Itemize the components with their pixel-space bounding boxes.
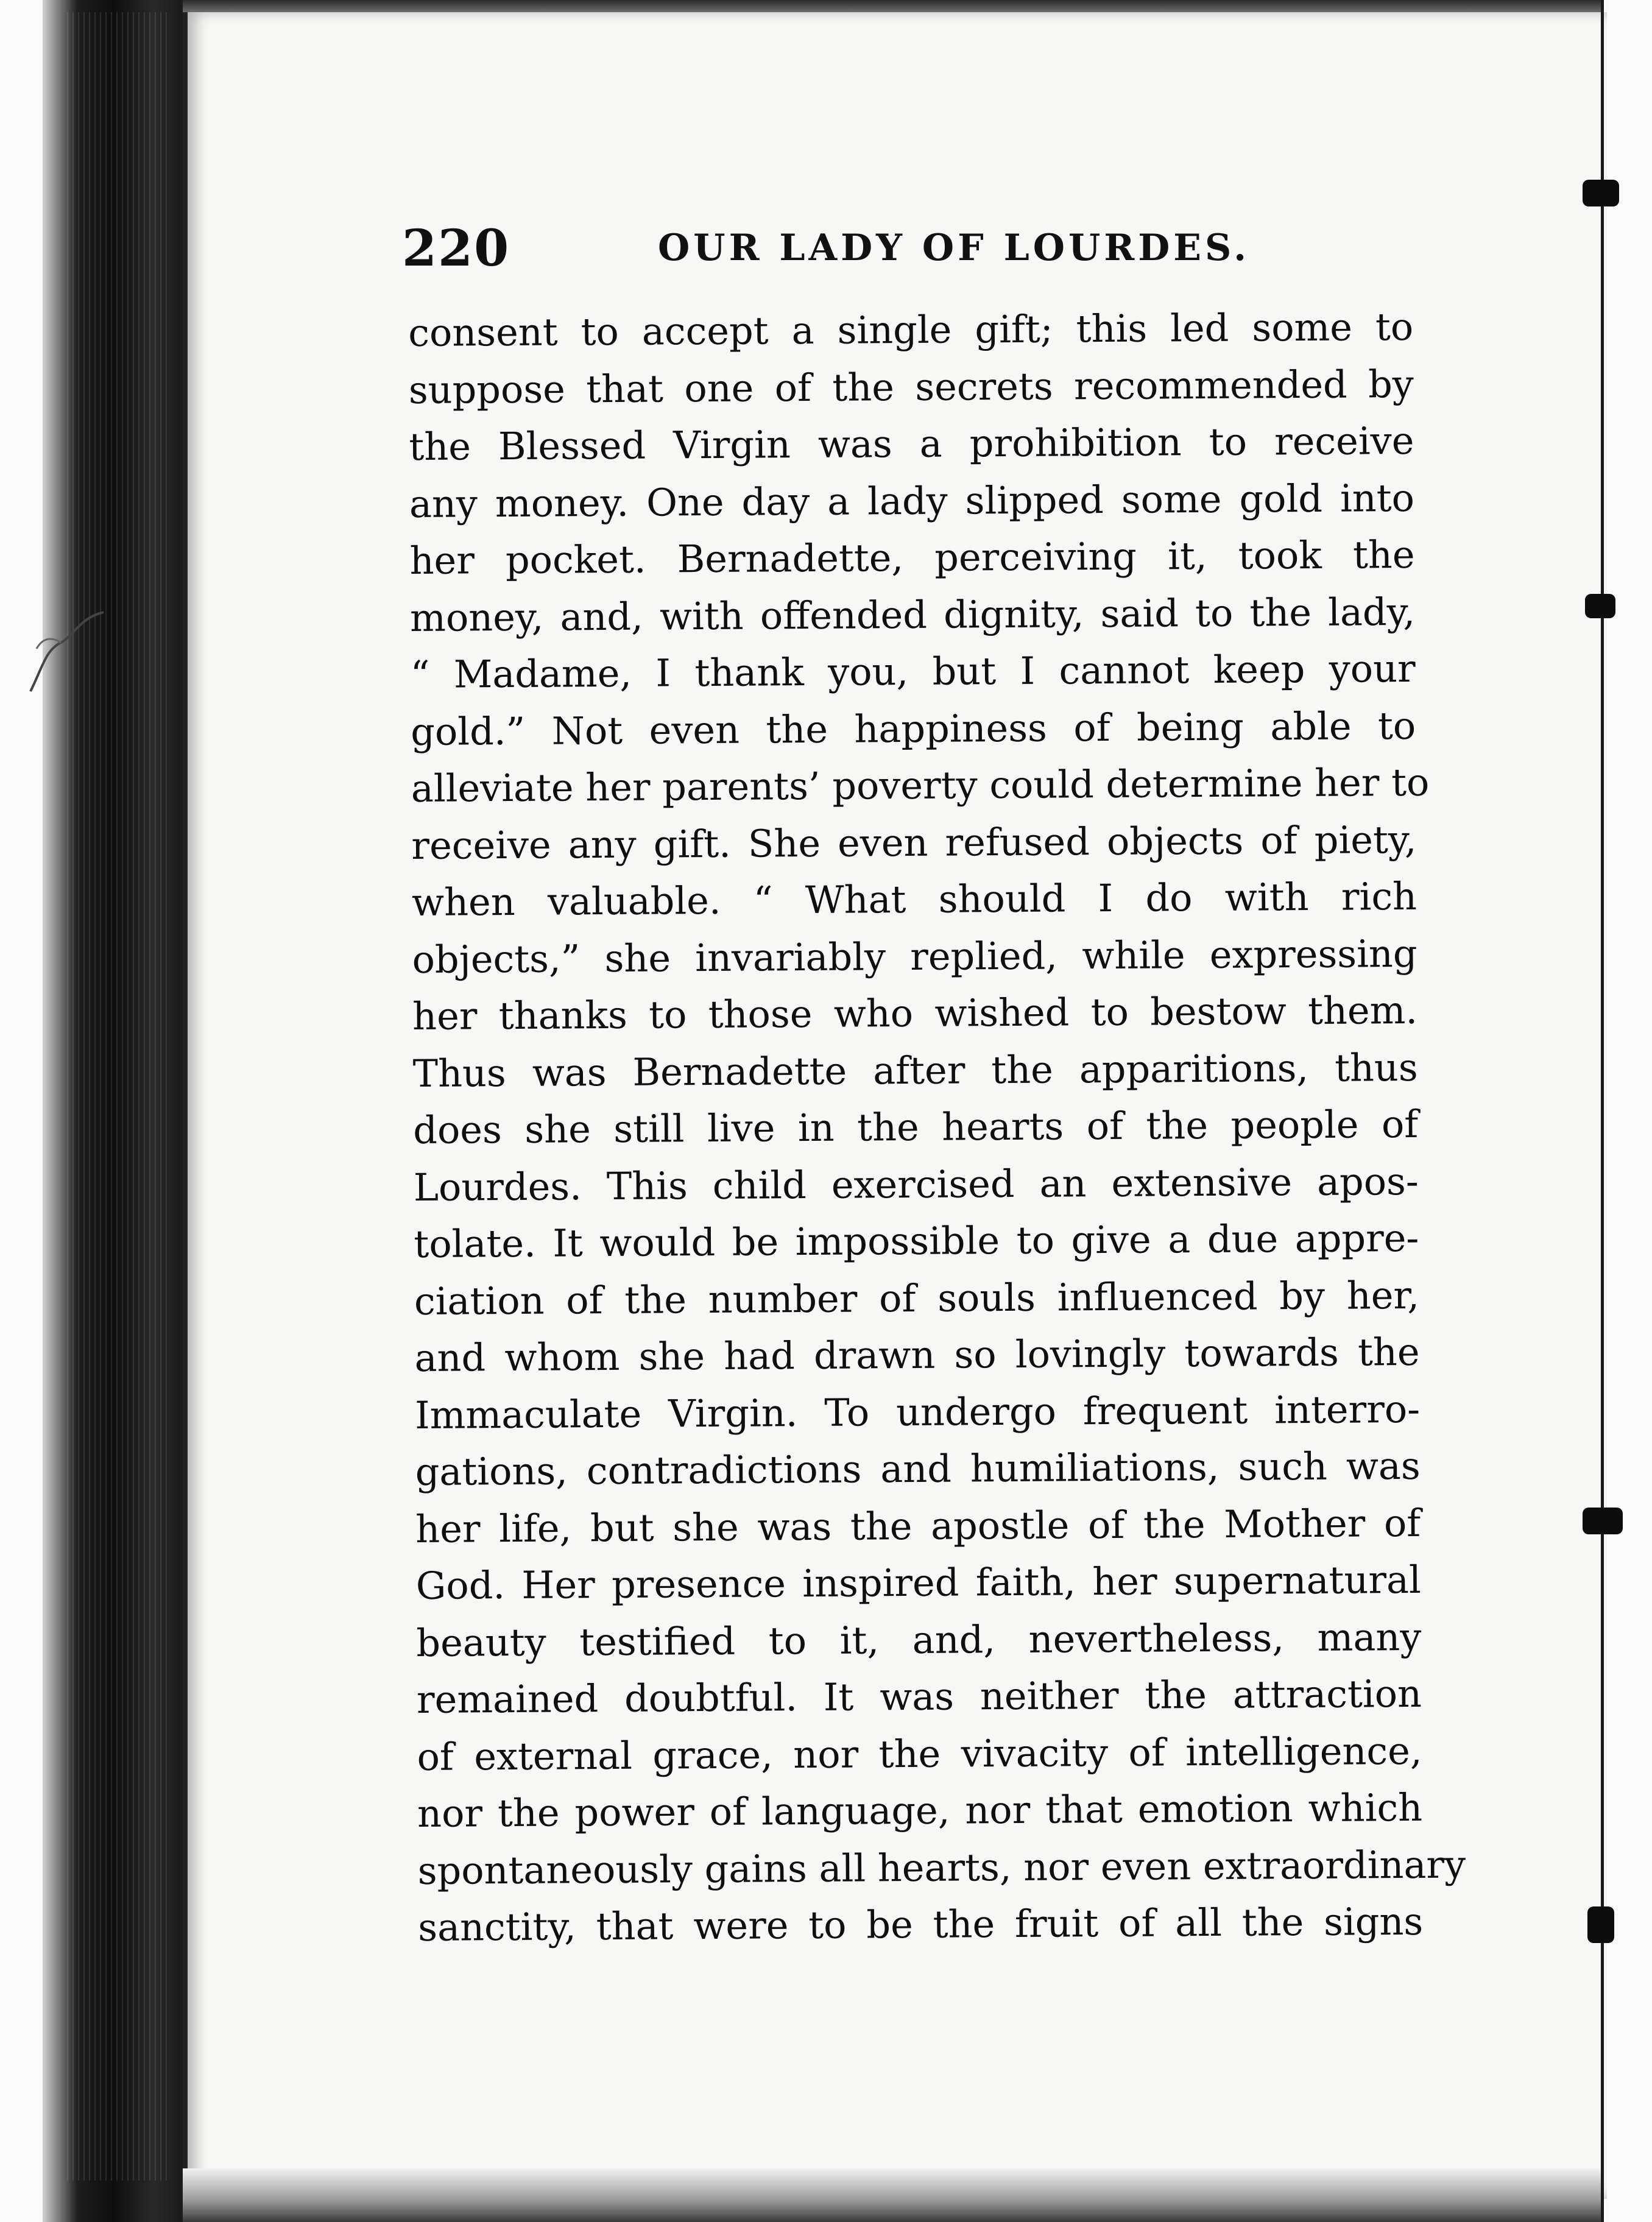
text-line: any money. One day a lady slipped some gold into	[409, 475, 1415, 526]
text-line: does she still live in the hearts of the people of	[413, 1101, 1419, 1152]
text-line: the Blessed Virgin was a prohibition to receive	[409, 418, 1414, 469]
binding-tab-1	[1583, 180, 1619, 206]
text-line: remained doubtful. It was neither the attraction	[416, 1671, 1422, 1722]
text-line: gold.” Not even the happiness of being able to	[411, 703, 1416, 754]
text-line: Immaculate Virgin. To undergo frequent interro-	[414, 1386, 1421, 1437]
text-line: her life, but she was the apostle of the Mother of	[415, 1500, 1421, 1551]
text-line: God. Her presence inspired faith, her supernatural	[415, 1557, 1422, 1608]
text-line: alleviate her parents’ poverty could determine her to	[411, 760, 1430, 811]
body-text	[408, 298, 1466, 1956]
text-line: spontaneously gains all hearts, nor even extraordinary	[417, 1841, 1466, 1893]
text-line: of external grace, nor the vivacity of intelligence,	[417, 1728, 1422, 1779]
text-line: Thus was Bernadette after the apparitions, thus	[412, 1045, 1418, 1096]
binding-tab-4	[1587, 1906, 1614, 1943]
page-edge-stripes	[67, 12, 171, 2181]
text-line: Lourdes. This child exercised an extensive apos-	[413, 1159, 1419, 1210]
binding-tab-3	[1583, 1508, 1623, 1534]
page-number: 220	[402, 219, 510, 278]
text-line: gations, contradictions and humiliations, such was	[415, 1443, 1421, 1494]
text-line: nor the power of language, nor that emotion which	[417, 1785, 1423, 1836]
right-margin-line	[1601, 0, 1604, 2222]
text-line: sanctity, that were to be the fruit of all the signs	[418, 1899, 1424, 1950]
text-line: suppose that one of the secrets recommended by	[408, 361, 1414, 412]
text-line: consent to accept a single gift; this led some to	[408, 304, 1414, 355]
running-head: OUR LADY OF LOURDES.	[658, 227, 1251, 269]
text-line: receive any gift. She even refused objects of piety,	[411, 817, 1417, 868]
text-line: tolate. It would be impossible to give a due appre-	[414, 1215, 1419, 1266]
text-line: money, and, with offended dignity, said to the lady,	[409, 589, 1416, 640]
text-line: ciation of the number of souls influenced by her,	[414, 1272, 1420, 1324]
text-line: when valuable. “ What should I do with rich	[411, 873, 1417, 925]
loose-thread-icon	[18, 600, 116, 697]
binding-tab-2	[1585, 594, 1615, 618]
text-line: objects,” she invariably replied, while expressing	[412, 931, 1417, 982]
page-bottom-edge	[183, 2168, 1602, 2222]
text-line: her thanks to those who wished to bestow them.	[412, 987, 1418, 1039]
text-line: beauty testified to it, and, nevertheless, many	[416, 1614, 1422, 1665]
page-header	[402, 219, 1462, 278]
text-line: her pocket. Bernadette, perceiving it, took the	[409, 532, 1415, 583]
text-line: “ Madame, I thank you, but I cannot keep your	[410, 646, 1416, 697]
text-line: and whom she had drawn so lovingly towards the	[414, 1329, 1420, 1380]
